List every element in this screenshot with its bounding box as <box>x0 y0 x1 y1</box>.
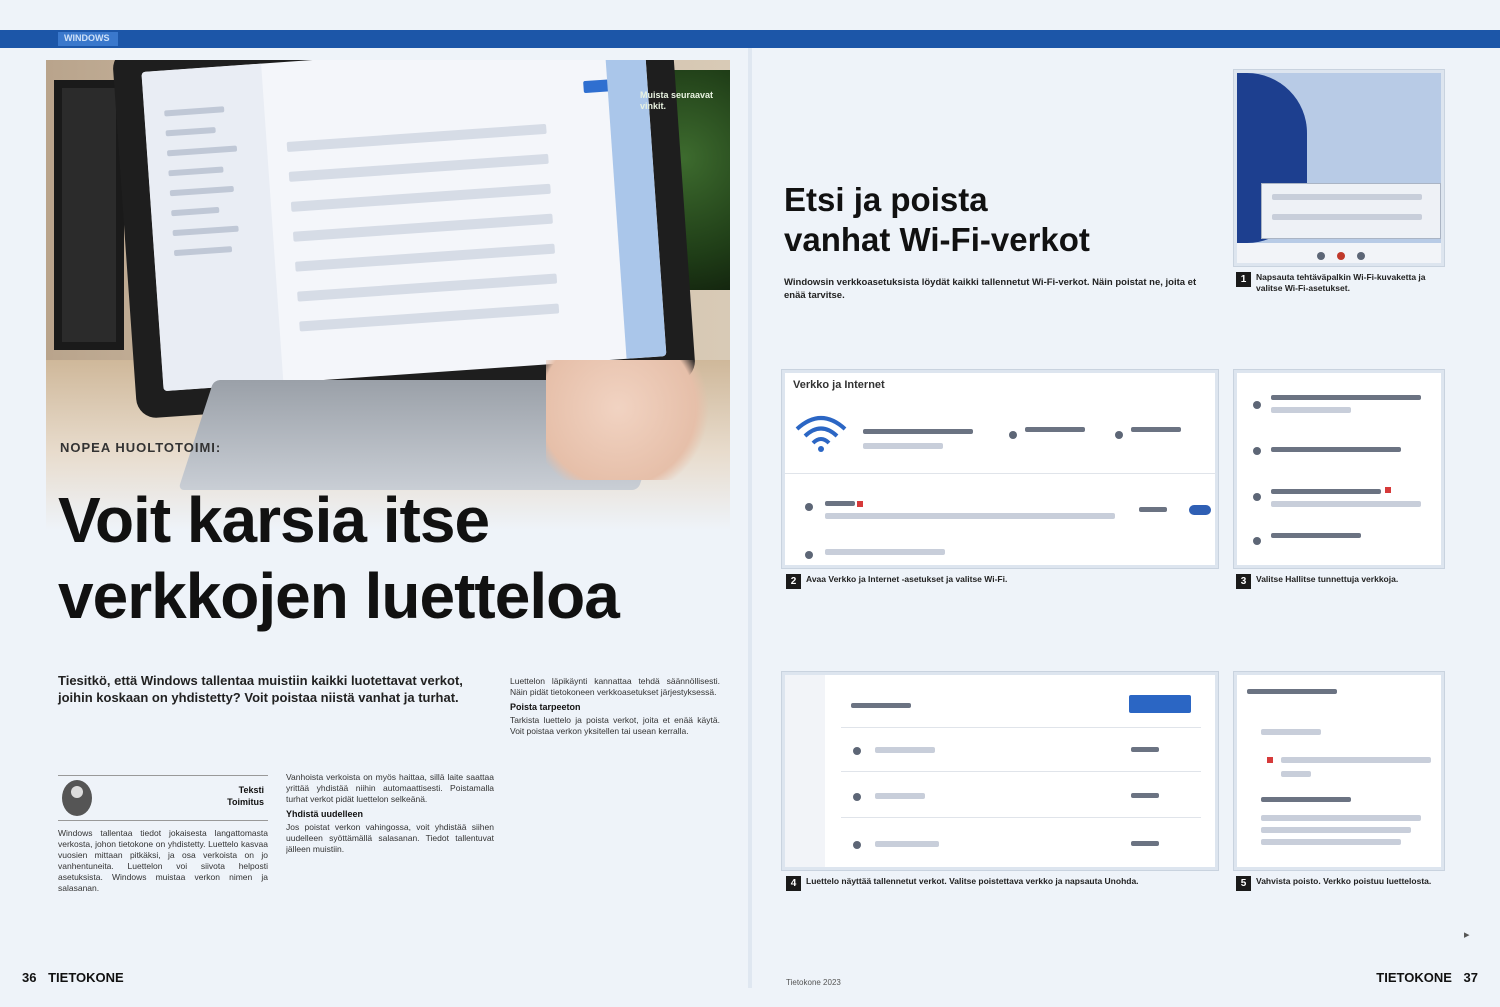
network-name <box>875 841 939 847</box>
taskbar-icon <box>1357 252 1365 260</box>
footer-note: Tietokone 2023 <box>786 978 841 987</box>
author-line: Teksti <box>238 785 264 795</box>
screen-row <box>287 124 547 152</box>
footer-brand: TIETOKONE <box>1376 970 1452 985</box>
divider <box>785 473 1215 474</box>
dialog-line <box>1261 827 1411 833</box>
add-network-button[interactable] <box>1129 695 1191 713</box>
screen-row <box>293 214 553 242</box>
divider <box>841 817 1201 818</box>
properties-label <box>1025 427 1085 432</box>
toggle-label <box>1139 507 1167 512</box>
screenshot-3 <box>1234 370 1444 568</box>
subheading: Poista tarpeeton <box>510 702 581 712</box>
popup-line <box>1272 214 1422 220</box>
guide-intro: Windowsin verkkoasetuksista löydät kaikki tallennetut Wi-Fi-verkot. Näin poistat ne, joita et enää tarvitse. <box>784 277 1197 301</box>
wifi-network-icon <box>853 841 861 849</box>
body-text: Tarkista luettelo ja poista verkot, joita et enää käytä. Voit poistaa verkon yksitellen tai usean kerralla. <box>510 715 720 736</box>
caption-2 <box>786 574 1206 589</box>
wifi-popup <box>1261 183 1441 239</box>
highlight-mark <box>857 501 863 507</box>
screen-row <box>299 303 559 331</box>
author-box <box>58 775 268 821</box>
photo-frame <box>54 80 124 350</box>
screen-row <box>295 244 555 272</box>
author-line: Toimitus <box>227 797 264 807</box>
screen-row <box>291 184 551 212</box>
laptop-screen <box>141 60 666 391</box>
section-tag: WINDOWS <box>58 32 118 46</box>
headline-line: verkkojen luetteloa <box>58 560 619 632</box>
page-number: 36 <box>22 970 37 985</box>
step-number: 4 <box>786 876 801 891</box>
body-column-2 <box>286 772 494 948</box>
screenshot-4 <box>782 672 1218 870</box>
menu-item-desc <box>1271 501 1421 507</box>
divider <box>841 771 1201 772</box>
body-column-1 <box>58 828 268 948</box>
wifi-row-icon <box>805 503 813 511</box>
article-lead: Tiesitkö, että Windows tallentaa muistiin kaikki luotettavat verkot, joihin koskaan on yhdistetty? Voit poistaa niistä vanhat ja turhat. <box>58 673 463 705</box>
network-name <box>875 747 935 753</box>
network-name <box>863 429 973 434</box>
taskbar <box>1237 243 1444 266</box>
highlight-mark <box>1385 487 1391 493</box>
footer-left <box>22 970 124 985</box>
wifi-icon <box>793 413 849 453</box>
guide-title-line: vanhat Wi-Fi-verkot <box>784 221 1090 258</box>
step-number: 1 <box>1236 272 1251 287</box>
caption-5 <box>1236 876 1444 891</box>
list-header <box>851 703 911 708</box>
article-headline <box>58 482 678 634</box>
dialog-line <box>1261 797 1351 802</box>
section-band <box>0 30 1500 48</box>
ethernet-icon <box>805 551 813 559</box>
body-text: Vanhoista verkoista on myös haittaa, sillä laite saattaa yrittää yhdistää niihin automaattisesti. Poistamalla turhat verkot pidät luettelon selkeänä. <box>286 772 494 804</box>
footer-right <box>1376 970 1478 985</box>
author-avatar <box>62 780 92 816</box>
menu-icon <box>1253 447 1261 455</box>
screen-row <box>289 154 549 182</box>
dialog-line <box>1281 771 1311 777</box>
menu-item <box>1271 447 1401 452</box>
screenshot-5 <box>1234 672 1444 870</box>
body-text: Jos poistat verkon vahingossa, voit yhdistää siihen uudelleen syöttämällä salasanan. Tiedot tallentuvat jälleen muistiin. <box>286 822 494 854</box>
photo-hand <box>546 360 726 480</box>
guide-title-line: Etsi ja poista <box>784 181 988 218</box>
taskbar-icon <box>1317 252 1325 260</box>
author-name <box>227 784 264 808</box>
popup-line <box>1272 194 1422 200</box>
subheading: Yhdistä uudelleen <box>286 809 364 819</box>
article-kicker: NOPEA HUOLTOTOIMI: <box>60 440 222 455</box>
page-arrow-icon: ▸ <box>1464 929 1470 941</box>
menu-item <box>1271 533 1361 538</box>
caption-1 <box>1236 272 1444 294</box>
usage-label <box>1131 427 1181 432</box>
screenshot-1 <box>1234 70 1444 266</box>
page-number: 37 <box>1463 970 1478 985</box>
footer-brand: TIETOKONE <box>48 970 124 985</box>
wifi-network-icon <box>853 793 861 801</box>
step-number: 5 <box>1236 876 1251 891</box>
dialog-line <box>1261 839 1401 845</box>
step-number: 3 <box>1236 574 1251 589</box>
ethernet-label <box>825 549 945 555</box>
dialog-line <box>1261 815 1421 821</box>
hero-photo <box>46 60 730 530</box>
menu-item-desc <box>1271 407 1351 413</box>
menu-icon <box>1253 537 1261 545</box>
body-text: Windows tallentaa tiedot jokaisesta langattomasta verkosta, johon tietokone on yhdistetty. Luettelo kasvaa vuosien mittaan pitkäksi, ja osa verkoista on jo vanhentuneita. Luettelon voi siivota helposti asetuksista. Windows muistaa verkon nimen ja salasanan. <box>58 828 268 893</box>
menu-icon <box>1253 493 1261 501</box>
caption-text: Luettelo näyttää tallennetut verkot. Valitse poistettava verkko ja napsauta Unohda. <box>806 876 1139 886</box>
wifi-network-icon <box>853 747 861 755</box>
wifi-row-desc <box>825 513 1115 519</box>
wifi-toggle[interactable] <box>1189 505 1211 515</box>
guide-title <box>784 180 1204 260</box>
caption-3 <box>1236 574 1444 589</box>
photo-callout: Muista seuraavat vinkit. <box>640 90 714 111</box>
screen-title: Verkko ja Internet <box>793 379 885 391</box>
network-status <box>863 443 943 449</box>
caption-text: Napsauta tehtäväpalkin Wi-Fi-kuvaketta ja valitse Wi-Fi-asetukset. <box>1256 272 1426 293</box>
properties-icon <box>1009 431 1017 439</box>
forget-button[interactable] <box>1131 793 1159 798</box>
forget-button[interactable] <box>1131 747 1159 752</box>
step-number: 2 <box>786 574 801 589</box>
menu-icon <box>1253 401 1261 409</box>
page-gutter <box>748 48 752 988</box>
forget-button[interactable] <box>1131 841 1159 846</box>
headline-line: Voit karsia itse <box>58 484 490 556</box>
wifi-row-label <box>825 501 855 506</box>
manage-known-networks[interactable] <box>1271 489 1381 494</box>
caption-text: Vahvista poisto. Verkko poistuu luettelosta. <box>1256 876 1432 886</box>
dialog-line <box>1261 729 1321 735</box>
body-text: Luettelon läpikäynti kannattaa tehdä säännöllisesti. Näin pidät tietokoneen verkkoasetukset järjestyksessä. <box>510 676 720 697</box>
dialog-title <box>1247 689 1337 694</box>
screenshot-2 <box>782 370 1218 568</box>
caption-text: Avaa Verkko ja Internet -asetukset ja valitse Wi-Fi. <box>806 574 1008 584</box>
highlight-mark <box>1267 757 1273 763</box>
screen-row <box>297 274 557 302</box>
dialog-line <box>1281 757 1431 763</box>
menu-item <box>1271 395 1421 400</box>
wifi-icon <box>1337 252 1345 260</box>
usage-icon <box>1115 431 1123 439</box>
network-name <box>875 793 925 799</box>
divider <box>841 727 1201 728</box>
body-column-3 <box>510 676 720 948</box>
caption-text: Valitse Hallitse tunnettuja verkkoja. <box>1256 574 1399 584</box>
settings-sidebar <box>785 675 825 870</box>
caption-4 <box>786 876 1206 891</box>
